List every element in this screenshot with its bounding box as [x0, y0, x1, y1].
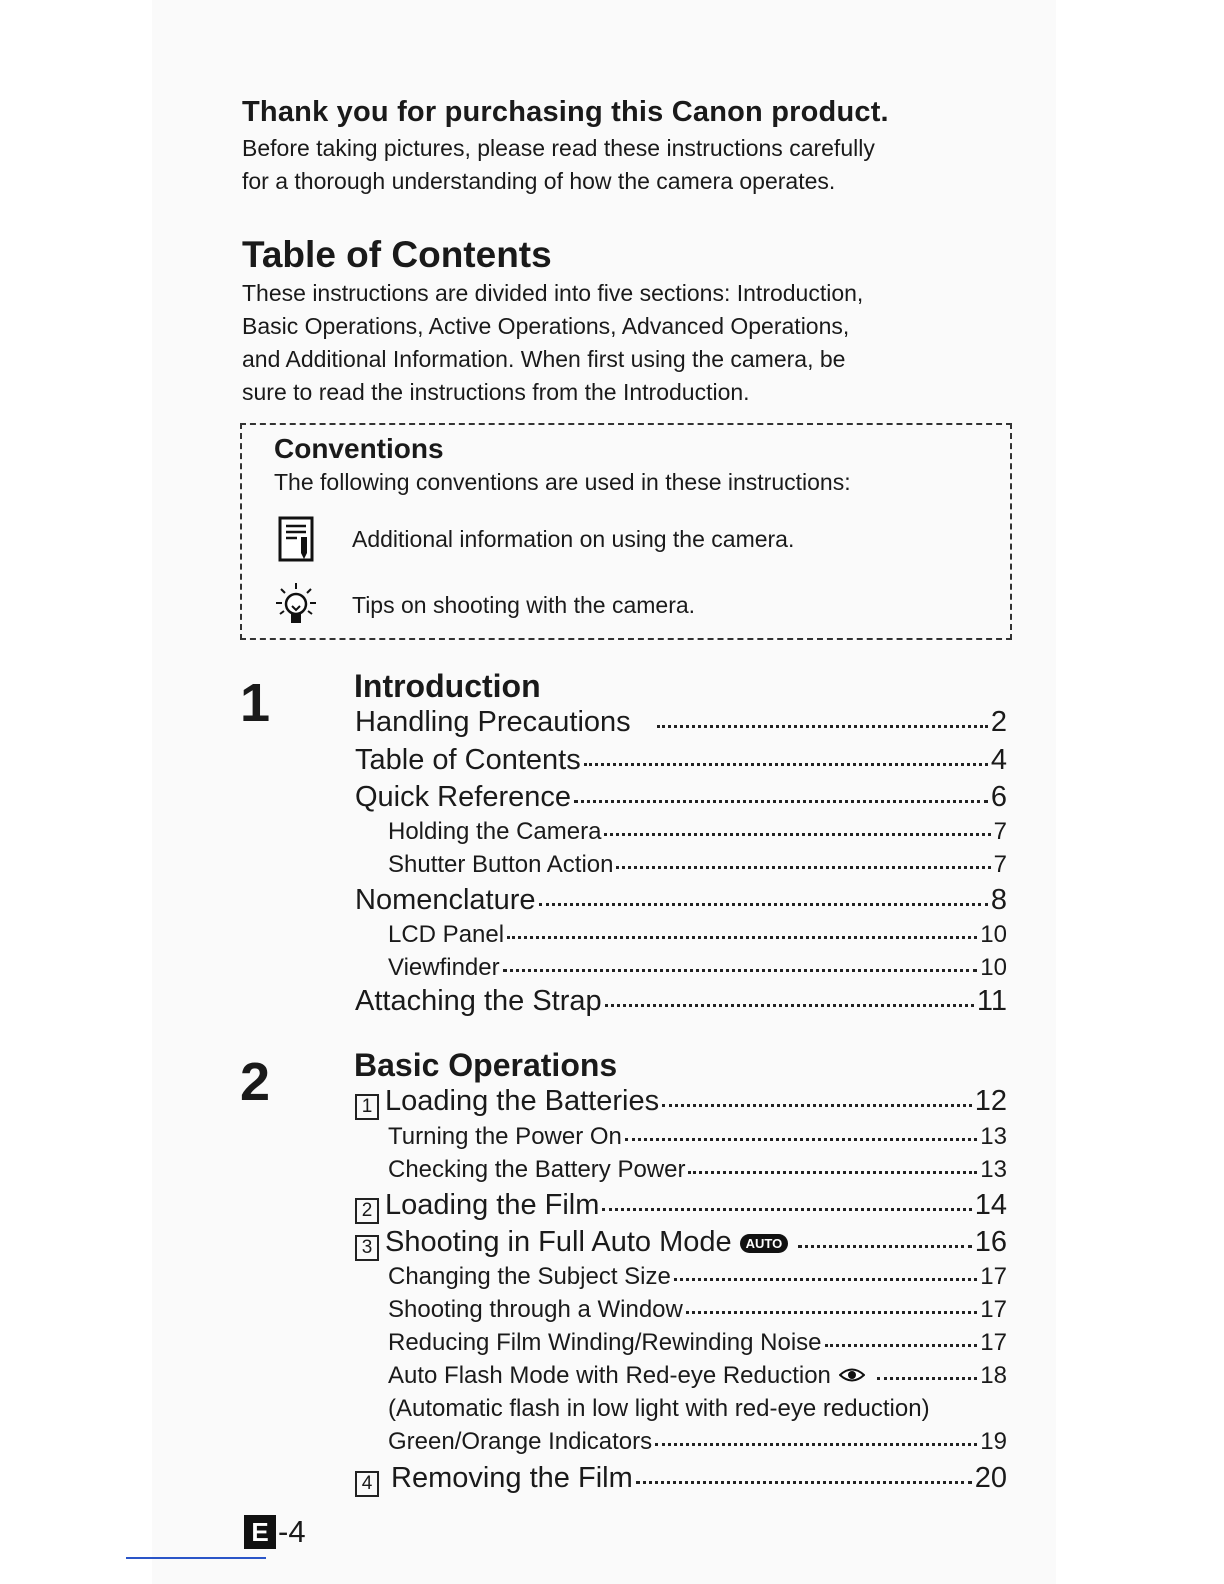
- red-eye-icon: [839, 1363, 865, 1389]
- leader-dots: [674, 1277, 977, 1281]
- toc-entry[interactable]: [388, 1428, 1007, 1456]
- toc-intro-line: Basic Operations, Active Operations, Advanced Operations,: [242, 313, 850, 339]
- toc-intro-line: sure to read the instructions from the Introduction.: [242, 379, 750, 405]
- toc-entry-label: Handling Precautions: [355, 706, 631, 738]
- step-number: 1: [355, 1094, 379, 1120]
- memo-icon: [274, 513, 318, 565]
- leader-dots: [503, 968, 978, 972]
- toc-entry-page: 17: [980, 1296, 1007, 1323]
- toc-entry-note-text: (Automatic flash in low light with red-eye reduction): [388, 1395, 930, 1422]
- leader-dots: [625, 1137, 977, 1141]
- toc-entry-label: Loading the Film: [385, 1189, 600, 1221]
- toc-entry-page: 7: [993, 851, 1007, 878]
- toc-entry-label: Auto Flash Mode with Red-eye Reduction: [388, 1362, 831, 1389]
- toc-entry-label: Removing the Film: [391, 1462, 633, 1494]
- leader-dots: [604, 832, 990, 836]
- language-badge: E: [244, 1515, 276, 1549]
- leader-dots: [662, 1103, 972, 1107]
- toc-entry-page: 6: [990, 781, 1007, 813]
- page-footer: [244, 1514, 306, 1550]
- conventions-title: Conventions: [274, 433, 444, 464]
- toc-entry-note: [388, 1395, 1007, 1423]
- toc-entry[interactable]: [388, 1362, 1007, 1390]
- toc-heading: Table of Contents: [242, 234, 552, 275]
- toc-entry[interactable]: [388, 1263, 1007, 1291]
- toc-entry[interactable]: [388, 851, 1007, 879]
- leader-dots: [507, 935, 977, 939]
- step-number: 4: [355, 1471, 379, 1497]
- leader-dots: [636, 1480, 972, 1484]
- toc-entry[interactable]: [355, 1189, 1007, 1222]
- leader-dots: [825, 1343, 978, 1347]
- toc-entry-label: Table of Contents: [355, 744, 581, 776]
- toc-entry-label: Checking the Battery Power: [388, 1156, 686, 1183]
- toc-entry-page: 10: [980, 921, 1007, 948]
- toc-entry-label: Turning the Power On: [388, 1123, 622, 1150]
- toc-entry-page: 13: [980, 1156, 1007, 1183]
- step-number: 3: [355, 1235, 379, 1261]
- toc-entry-page: 4: [990, 744, 1007, 776]
- convention-text: Tips on shooting with the camera.: [352, 591, 696, 618]
- toc-entry[interactable]: [388, 1123, 1007, 1151]
- section-number: 2: [240, 1052, 271, 1112]
- convention-item: [274, 579, 695, 631]
- toc-entry-label: LCD Panel: [388, 921, 505, 948]
- toc-entry[interactable]: [388, 1329, 1007, 1357]
- leader-dots: [602, 1207, 971, 1211]
- toc-entry-page: 20: [974, 1462, 1007, 1494]
- thanks-line: for a thorough understanding of how the camera operates.: [242, 168, 836, 194]
- leader-dots: [584, 762, 988, 766]
- toc-entry-page: 2: [990, 706, 1007, 738]
- toc-entry[interactable]: [355, 744, 1007, 777]
- leader-dots: [655, 1442, 977, 1446]
- toc-entry-page: 18: [980, 1362, 1007, 1389]
- toc-intro-line: and Additional Information. When first using the camera, be: [242, 346, 846, 372]
- lightbulb-icon: [274, 579, 318, 631]
- toc-entry-page: 17: [980, 1329, 1007, 1356]
- toc-entry[interactable]: [388, 1296, 1007, 1324]
- leader-dots: [616, 865, 990, 869]
- toc-entry[interactable]: [388, 921, 1007, 949]
- toc-entry-page: 16: [974, 1226, 1007, 1258]
- toc-entry-label: Green/Orange Indicators: [388, 1428, 653, 1455]
- toc-entry-label: Shooting in Full Auto Mode: [385, 1226, 732, 1258]
- leader-dots: [688, 1170, 977, 1174]
- section-number: 1: [240, 673, 271, 733]
- conventions-description: The following conventions are used in these instructions:: [274, 469, 851, 495]
- toc-entry-label: Reducing Film Winding/Rewinding Noise: [388, 1329, 822, 1356]
- toc-entry-page: 13: [980, 1123, 1007, 1150]
- link-underline: [126, 1557, 266, 1559]
- leader-dots: [686, 1310, 977, 1314]
- page-number: -4: [278, 1514, 306, 1549]
- thanks-body: [242, 132, 1022, 198]
- toc-entry-label: Shooting through a Window: [388, 1296, 683, 1323]
- toc-entry-page: 19: [980, 1428, 1007, 1455]
- toc-entry-page: 10: [980, 954, 1007, 981]
- toc-entry[interactable]: [355, 1226, 1007, 1259]
- toc-entry-page: 7: [993, 818, 1007, 845]
- auto-mode-icon: AUTO: [740, 1234, 789, 1253]
- toc-entry[interactable]: [388, 818, 1007, 846]
- leader-dots: [798, 1244, 972, 1248]
- toc-entry[interactable]: [388, 1156, 1007, 1184]
- toc-entry[interactable]: [388, 954, 1007, 982]
- toc-intro: [242, 277, 1022, 409]
- toc-entry[interactable]: [355, 781, 1007, 814]
- toc-entry-page: 8: [990, 884, 1007, 916]
- convention-text: Additional information on using the camera.: [352, 525, 795, 552]
- toc-entry-page: 14: [974, 1189, 1007, 1221]
- toc-entry[interactable]: [355, 1085, 1007, 1118]
- toc-entry-label: Attaching the Strap: [355, 985, 602, 1017]
- conventions-box: [240, 423, 1012, 640]
- toc-entry[interactable]: [355, 1462, 1007, 1495]
- leader-dots: [539, 902, 988, 906]
- step-number: 2: [355, 1198, 379, 1224]
- section-title: Basic Operations: [354, 1047, 618, 1083]
- convention-item: [274, 513, 794, 565]
- section-title: Introduction: [354, 668, 541, 704]
- toc-entry-label: Loading the Batteries: [385, 1085, 660, 1117]
- toc-entry-label: Viewfinder: [388, 954, 500, 981]
- toc-entry-label: Holding the Camera: [388, 818, 602, 845]
- leader-dots: [657, 724, 988, 728]
- toc-entry[interactable]: [355, 985, 1007, 1018]
- thanks-line: Before taking pictures, please read these instructions carefully: [242, 135, 875, 161]
- toc-entry-label: Changing the Subject Size: [388, 1263, 671, 1290]
- toc-entry-label: Shutter Button Action: [388, 851, 614, 878]
- toc-entry-label: Nomenclature: [355, 884, 536, 916]
- leader-dots: [574, 799, 988, 803]
- leader-dots: [605, 1003, 974, 1007]
- toc-entry-page: 12: [974, 1085, 1007, 1117]
- toc-entry-page: 11: [976, 985, 1007, 1017]
- toc-entry-label: Quick Reference: [355, 781, 571, 813]
- toc-entry[interactable]: [355, 706, 1007, 739]
- toc-entry[interactable]: [355, 884, 1007, 917]
- leader-dots: [877, 1376, 977, 1380]
- thanks-title: Thank you for purchasing this Canon product.: [242, 96, 889, 128]
- toc-intro-line: These instructions are divided into five sections: Introduction,: [242, 280, 864, 306]
- toc-entry-page: 17: [980, 1263, 1007, 1290]
